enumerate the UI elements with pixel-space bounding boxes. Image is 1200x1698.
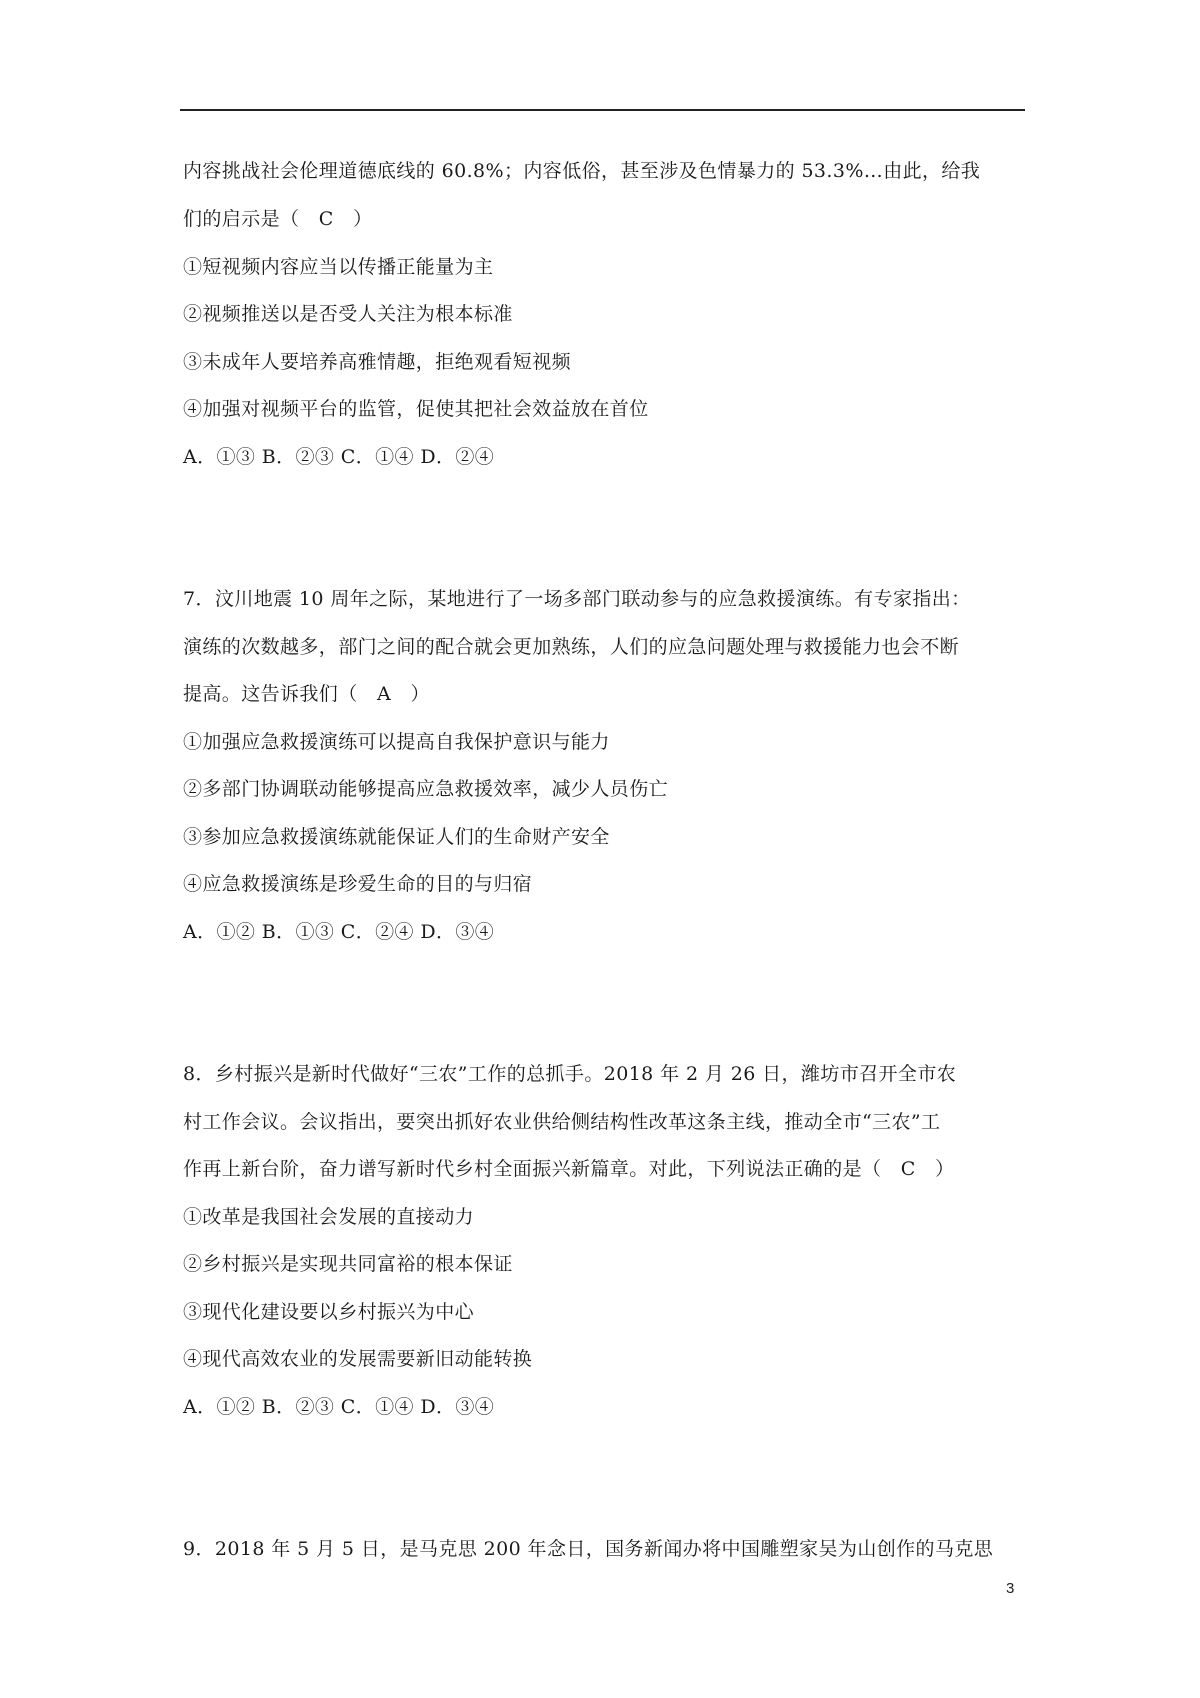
q7-stem-line-2: 演练的次数越多，部门之间的配合就会更加熟练，人们的应急问题处理与救援能力也会不断: [183, 636, 960, 658]
q6-option-2: ②视频推送以是否受人关注为根本标准: [183, 303, 513, 325]
q6-choices: A．①③ B．②③ C．①④ D．②④: [183, 446, 495, 468]
q7-option-2: ②多部门协调联动能够提高应急救援效率，减少人员伤亡: [183, 778, 669, 800]
page-number: 3: [1006, 1580, 1015, 1597]
q6-stem-line-1: 内容挑战社会伦理道德底线的 60.8%；内容低俗，甚至涉及色情暴力的 53.3%…由此，给我: [183, 160, 981, 182]
q8-option-4: ④现代高效农业的发展需要新旧动能转换: [183, 1348, 533, 1370]
q8-choices: A．①② B．②③ C．①④ D．③④: [183, 1396, 495, 1418]
q8-option-2: ②乡村振兴是实现共同富裕的根本保证: [183, 1253, 513, 1275]
q8-option-3: ③现代化建设要以乡村振兴为中心: [183, 1301, 475, 1323]
q8-option-1: ①改革是我国社会发展的直接动力: [183, 1206, 475, 1228]
q6-option-1: ①短视频内容应当以传播正能量为主: [183, 256, 494, 278]
q7-stem-line-1: 7．汶川地震 10 周年之际，某地进行了一场多部门联动参与的应急救援演练。有专家指出：: [183, 588, 971, 610]
q8-stem-line-3: 作再上新台阶，奋力谱写新时代乡村全面振兴新篇章。对此，下列说法正确的是（ C ）: [183, 1158, 955, 1180]
q7-choices: A．①② B．①③ C．②④ D．③④: [183, 921, 495, 943]
q7-option-3: ③参加应急救援演练就能保证人们的生命财产安全: [183, 826, 610, 848]
q8-stem-line-2: 村工作会议。会议指出，要突出抓好农业供给侧结构性改革这条主线，推动全市“三农”工: [183, 1111, 941, 1133]
q9-stem-line-1: 9．2018 年 5 月 5 日，是马克思 200 年念日，国务新闻办将中国雕塑家吴为山创作的马克思: [183, 1538, 994, 1560]
q6-stem-line-2: 们的启示是（ C ）: [183, 208, 373, 230]
q8-stem-line-1: 8．乡村振兴是新时代做好“三农”工作的总抓手。2018 年 2 月 26 日，潍坊市召开全市农: [183, 1063, 957, 1085]
q6-option-3: ③未成年人要培养高雅情趣，拒绝观看短视频: [183, 351, 572, 373]
q6-option-4: ④加强对视频平台的监管，促使其把社会效益放在首位: [183, 398, 649, 420]
q7-stem-line-3: 提高。这告诉我们（ A ）: [183, 683, 430, 705]
header-rule: [180, 109, 1025, 111]
q7-option-1: ①加强应急救援演练可以提高自我保护意识与能力: [183, 731, 610, 753]
q7-option-4: ④应急救援演练是珍爱生命的目的与归宿: [183, 873, 533, 895]
